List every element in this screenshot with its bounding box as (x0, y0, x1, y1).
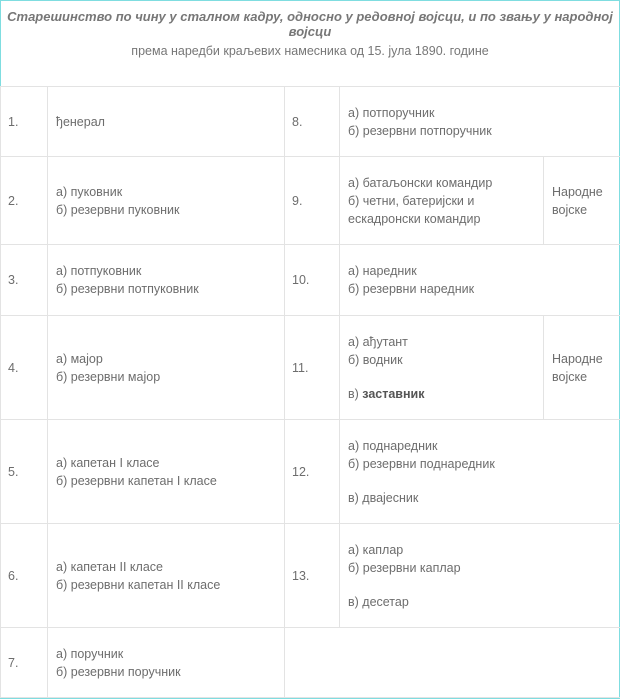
table-row (1, 157, 620, 245)
table-subtitle: према наредби краљевих намесника од 15. јула 1890. године (131, 44, 489, 58)
rank-number: 11. (285, 316, 340, 420)
rank-line: б) резервни потпоручник (348, 123, 492, 138)
line-gap (348, 577, 612, 593)
rank-number: 8. (285, 87, 340, 157)
empty-cell (285, 628, 620, 698)
rank-cell (340, 157, 544, 245)
table-row (1, 628, 620, 698)
rank-number: 13. (285, 524, 340, 628)
rank-line: б) резервни поднаредник (348, 456, 495, 471)
rank-line: в) двајесник (348, 490, 419, 505)
rank-number: 5. (1, 420, 48, 524)
rank-line: в) десетар (348, 594, 409, 609)
rank-number: 10. (285, 245, 340, 316)
table-row (1, 316, 620, 420)
note-cell (544, 316, 620, 420)
rank-line: а) каплар (348, 542, 404, 557)
rank-line: б) резервни наредник (348, 282, 475, 296)
note-line: Народне (552, 351, 603, 366)
rank-line: б) резервни мајор (56, 369, 161, 384)
rank-cell (48, 524, 285, 628)
rank-cell (340, 87, 620, 157)
rank-number: 9. (285, 157, 340, 245)
rank-line: а) пуковник (56, 184, 123, 199)
rank-table (0, 86, 620, 698)
rank-line: б) четни, батеријски и (348, 193, 475, 208)
rank-number: 3. (1, 245, 48, 316)
rank-line: б) резервни пуковник (56, 202, 180, 217)
rank-number: 12. (285, 420, 340, 524)
rank-bold: заставник (362, 386, 425, 401)
rank-line: а) наредник (348, 264, 417, 278)
rank-line: ђенерал (56, 114, 105, 129)
rank-line: б) резервни каплар (348, 560, 461, 575)
rank-line: а) капетан I класе (56, 455, 160, 470)
rank-line: а) потпоручник (348, 105, 435, 120)
rank-line: б) резервни капетан I класе (56, 473, 217, 488)
rank-cell (48, 87, 285, 157)
rank-line: а) капетан II класе (56, 559, 163, 574)
rank-line: ескадронски командир (348, 211, 481, 226)
rank-line: а) батаљонски командир (348, 175, 493, 190)
rank-cell (340, 524, 620, 628)
rank-cell (48, 420, 285, 524)
note-line: војске (552, 202, 588, 217)
rank-prefix: в) (348, 386, 363, 401)
table-row (1, 524, 620, 628)
table-row (1, 420, 620, 524)
rank-number: 1. (1, 87, 48, 157)
note-line: војске (552, 369, 588, 384)
rank-line: а) поднаредник (348, 438, 438, 453)
rank-number: 4. (1, 316, 48, 420)
rank-line: б) резервни потпуковник (56, 282, 199, 296)
rank-line: б) резервни капетан II класе (56, 577, 221, 592)
table-title: Старешинство по чину у сталном кадру, односно у редовној војсци, и по звању у народној војсци (7, 9, 613, 39)
table-row (1, 87, 620, 157)
rank-number: 7. (1, 628, 48, 698)
rank-line: а) ађутант (348, 334, 408, 349)
rank-line (348, 385, 535, 403)
rank-cell (48, 628, 285, 698)
rank-number: 6. (1, 524, 48, 628)
rank-line: а) потпуковник (56, 264, 142, 278)
note-cell (544, 157, 620, 245)
rank-line: б) водник (348, 352, 403, 367)
rank-cell (48, 157, 285, 245)
rank-cell (48, 245, 285, 316)
rank-line: а) поручник (56, 646, 124, 661)
rank-cell (340, 420, 620, 524)
rank-cell (340, 316, 544, 420)
table-row (1, 245, 620, 316)
rank-cell (340, 245, 620, 316)
line-gap (348, 369, 535, 385)
rank-number: 2. (1, 157, 48, 245)
note-line: Народне (552, 184, 603, 199)
rank-line: б) резервни поручник (56, 664, 181, 679)
rank-line: а) мајор (56, 351, 103, 366)
rank-cell (48, 316, 285, 420)
line-gap (348, 473, 612, 489)
